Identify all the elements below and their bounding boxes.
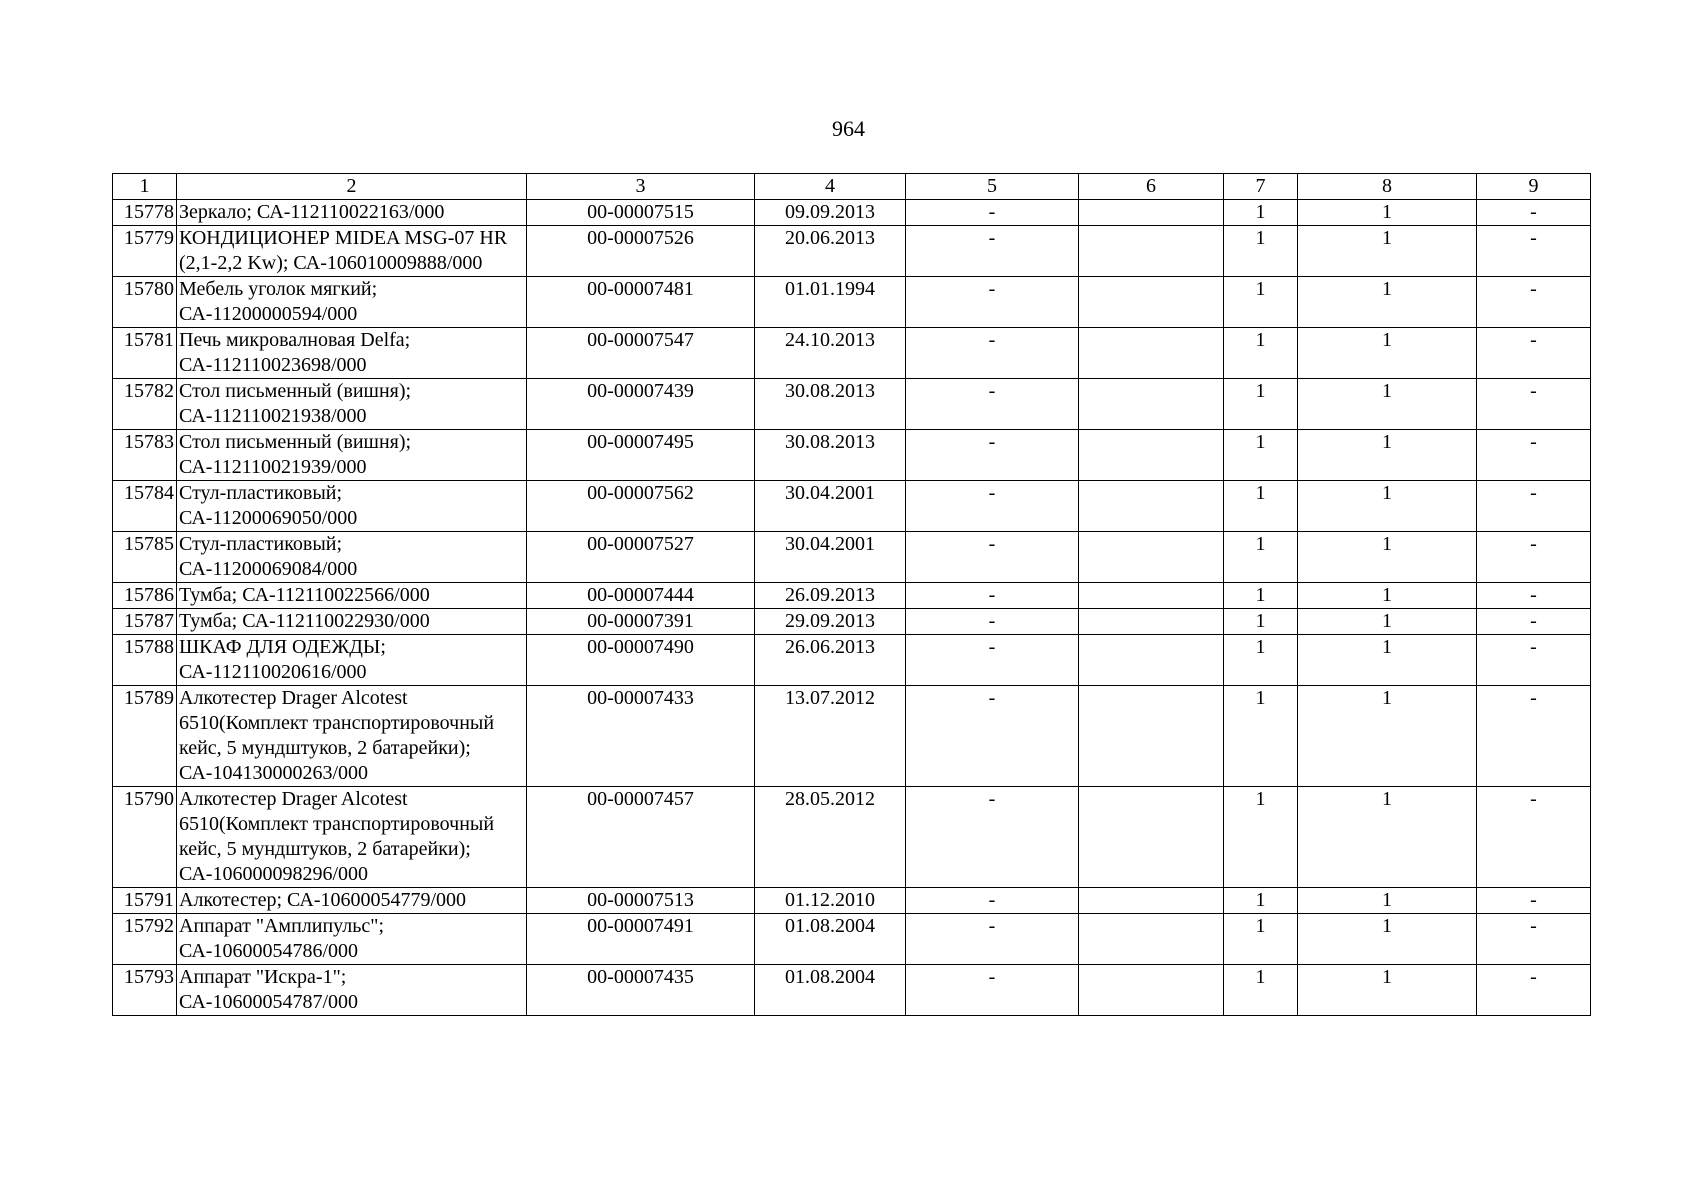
date-cell: 13.07.2012 [755,686,906,787]
date-cell: 01.01.1994 [755,277,906,328]
column-header: 5 [906,174,1079,200]
item-name: КОНДИЦИОНЕР MIDEA MSG-07 HR (2,1-2,2 Kw); СА-106010009888/000 [177,226,527,277]
column-5-value: - [906,226,1079,277]
column-9-value: - [1477,226,1591,277]
item-name: Алкотестер; СА-10600054779/000 [177,888,527,914]
column-6-value [1079,583,1224,609]
column-7-value: 1 [1224,200,1298,226]
column-header: 9 [1477,174,1591,200]
column-6-value [1079,328,1224,379]
column-8-value: 1 [1298,379,1477,430]
column-header: 1 [113,174,177,200]
table-row [113,532,1591,583]
column-9-value: - [1477,914,1591,965]
column-5-value: - [906,609,1079,635]
column-7-value: 1 [1224,888,1298,914]
table-row [113,430,1591,481]
row-number: 15784 [113,481,177,532]
column-7-value: 1 [1224,481,1298,532]
item-name: Тумба; СА-112110022566/000 [177,583,527,609]
inventory-number: 00-00007547 [527,328,755,379]
column-7-value: 1 [1224,609,1298,635]
date-cell: 24.10.2013 [755,328,906,379]
column-8-value: 1 [1298,965,1477,1016]
column-header: 2 [177,174,527,200]
table-row [113,787,1591,888]
header-row [113,174,1591,200]
column-8-value: 1 [1298,226,1477,277]
date-cell: 09.09.2013 [755,200,906,226]
column-8-value: 1 [1298,787,1477,888]
column-9-value: - [1477,532,1591,583]
table-row [113,200,1591,226]
column-9-value: - [1477,200,1591,226]
column-6-value [1079,379,1224,430]
row-number: 15780 [113,277,177,328]
column-7-value: 1 [1224,914,1298,965]
column-8-value: 1 [1298,609,1477,635]
inventory-number: 00-00007562 [527,481,755,532]
column-6-value [1079,914,1224,965]
date-cell: 29.09.2013 [755,609,906,635]
column-5-value: - [906,914,1079,965]
row-number: 15778 [113,200,177,226]
inventory-number: 00-00007481 [527,277,755,328]
inventory-number: 00-00007513 [527,888,755,914]
column-5-value: - [906,888,1079,914]
date-cell: 28.05.2012 [755,787,906,888]
column-7-value: 1 [1224,277,1298,328]
table-row [113,635,1591,686]
row-number: 15783 [113,430,177,481]
inventory-number: 00-00007457 [527,787,755,888]
column-6-value [1079,888,1224,914]
date-cell: 26.06.2013 [755,635,906,686]
column-5-value: - [906,532,1079,583]
item-name: Аппарат "Амплипульс"; СА-10600054786/000 [177,914,527,965]
column-8-value: 1 [1298,583,1477,609]
date-cell: 30.04.2001 [755,532,906,583]
item-name: Стол письменный (вишня); СА-112110021938/000 [177,379,527,430]
column-6-value [1079,965,1224,1016]
date-cell: 30.08.2013 [755,430,906,481]
item-name: Алкотестер Drager Alcotest 6510(Комплект транспортировочный кейс, 5 мундштуков, 2 батарейки); СА-104130000263/000 [177,686,527,787]
row-number: 15789 [113,686,177,787]
column-8-value: 1 [1298,888,1477,914]
row-number: 15782 [113,379,177,430]
row-number: 15781 [113,328,177,379]
date-cell: 01.08.2004 [755,965,906,1016]
column-7-value: 1 [1224,430,1298,481]
table-row [113,686,1591,787]
table-row [113,328,1591,379]
table-row [113,379,1591,430]
column-9-value: - [1477,481,1591,532]
column-5-value: - [906,787,1079,888]
column-7-value: 1 [1224,532,1298,583]
row-number: 15793 [113,965,177,1016]
column-9-value: - [1477,965,1591,1016]
inventory-number: 00-00007515 [527,200,755,226]
column-8-value: 1 [1298,532,1477,583]
date-cell: 20.06.2013 [755,226,906,277]
row-number: 15788 [113,635,177,686]
column-9-value: - [1477,328,1591,379]
column-5-value: - [906,965,1079,1016]
inventory-number: 00-00007526 [527,226,755,277]
column-9-value: - [1477,277,1591,328]
column-6-value [1079,787,1224,888]
column-6-value [1079,200,1224,226]
inventory-number: 00-00007433 [527,686,755,787]
column-8-value: 1 [1298,430,1477,481]
column-5-value: - [906,635,1079,686]
date-cell: 01.12.2010 [755,888,906,914]
column-6-value [1079,430,1224,481]
column-8-value: 1 [1298,277,1477,328]
table-row [113,609,1591,635]
table-row [113,583,1591,609]
item-name: Печь микровалновая Delfa; СА-112110023698/000 [177,328,527,379]
row-number: 15791 [113,888,177,914]
column-header: 8 [1298,174,1477,200]
column-header: 7 [1224,174,1298,200]
inventory-number: 00-00007444 [527,583,755,609]
column-6-value [1079,686,1224,787]
inventory-number: 00-00007439 [527,379,755,430]
table-row [113,965,1591,1016]
item-name: Алкотестер Drager Alcotest 6510(Комплект транспортировочный кейс, 5 мундштуков, 2 батарейки); СА-106000098296/000 [177,787,527,888]
column-9-value: - [1477,430,1591,481]
inventory-number: 00-00007490 [527,635,755,686]
column-9-value: - [1477,635,1591,686]
column-5-value: - [906,328,1079,379]
column-6-value [1079,481,1224,532]
column-8-value: 1 [1298,686,1477,787]
inventory-number: 00-00007391 [527,609,755,635]
item-name: Стул-пластиковый; СА-11200069050/000 [177,481,527,532]
column-8-value: 1 [1298,914,1477,965]
row-number: 15787 [113,609,177,635]
column-header: 3 [527,174,755,200]
item-name: ШКАФ ДЛЯ ОДЕЖДЫ; СА-112110020616/000 [177,635,527,686]
item-name: Стол письменный (вишня); СА-112110021939/000 [177,430,527,481]
column-5-value: - [906,686,1079,787]
column-5-value: - [906,200,1079,226]
column-header: 6 [1079,174,1224,200]
registry-table [112,173,1591,1016]
column-9-value: - [1477,787,1591,888]
item-name: Мебель уголок мягкий; СА-11200000594/000 [177,277,527,328]
column-7-value: 1 [1224,686,1298,787]
column-9-value: - [1477,888,1591,914]
column-7-value: 1 [1224,328,1298,379]
column-7-value: 1 [1224,787,1298,888]
item-name: Стул-пластиковый; СА-11200069084/000 [177,532,527,583]
item-name: Тумба; СА-112110022930/000 [177,609,527,635]
page-number: 964 [832,116,865,141]
column-5-value: - [906,379,1079,430]
column-8-value: 1 [1298,200,1477,226]
column-8-value: 1 [1298,328,1477,379]
column-6-value [1079,532,1224,583]
column-7-value: 1 [1224,226,1298,277]
column-6-value [1079,609,1224,635]
column-8-value: 1 [1298,481,1477,532]
column-header: 4 [755,174,906,200]
inventory-number: 00-00007491 [527,914,755,965]
table-row [113,914,1591,965]
inventory-number: 00-00007527 [527,532,755,583]
column-5-value: - [906,481,1079,532]
column-7-value: 1 [1224,965,1298,1016]
column-7-value: 1 [1224,635,1298,686]
column-5-value: - [906,277,1079,328]
column-9-value: - [1477,583,1591,609]
row-number: 15785 [113,532,177,583]
column-6-value [1079,277,1224,328]
row-number: 15790 [113,787,177,888]
table-row [113,481,1591,532]
column-6-value [1079,226,1224,277]
column-5-value: - [906,583,1079,609]
inventory-number: 00-00007435 [527,965,755,1016]
column-5-value: - [906,430,1079,481]
column-9-value: - [1477,379,1591,430]
column-6-value [1079,635,1224,686]
inventory-number: 00-00007495 [527,430,755,481]
row-number: 15792 [113,914,177,965]
column-7-value: 1 [1224,583,1298,609]
date-cell: 30.08.2013 [755,379,906,430]
table-body [113,200,1591,1016]
item-name: Зеркало; СА-112110022163/000 [177,200,527,226]
table-row [113,277,1591,328]
row-number: 15786 [113,583,177,609]
row-number: 15779 [113,226,177,277]
column-9-value: - [1477,609,1591,635]
item-name: Аппарат "Искра-1"; СА-10600054787/000 [177,965,527,1016]
column-8-value: 1 [1298,635,1477,686]
column-9-value: - [1477,686,1591,787]
date-cell: 30.04.2001 [755,481,906,532]
table-row [113,226,1591,277]
date-cell: 01.08.2004 [755,914,906,965]
table-row [113,888,1591,914]
column-7-value: 1 [1224,379,1298,430]
date-cell: 26.09.2013 [755,583,906,609]
